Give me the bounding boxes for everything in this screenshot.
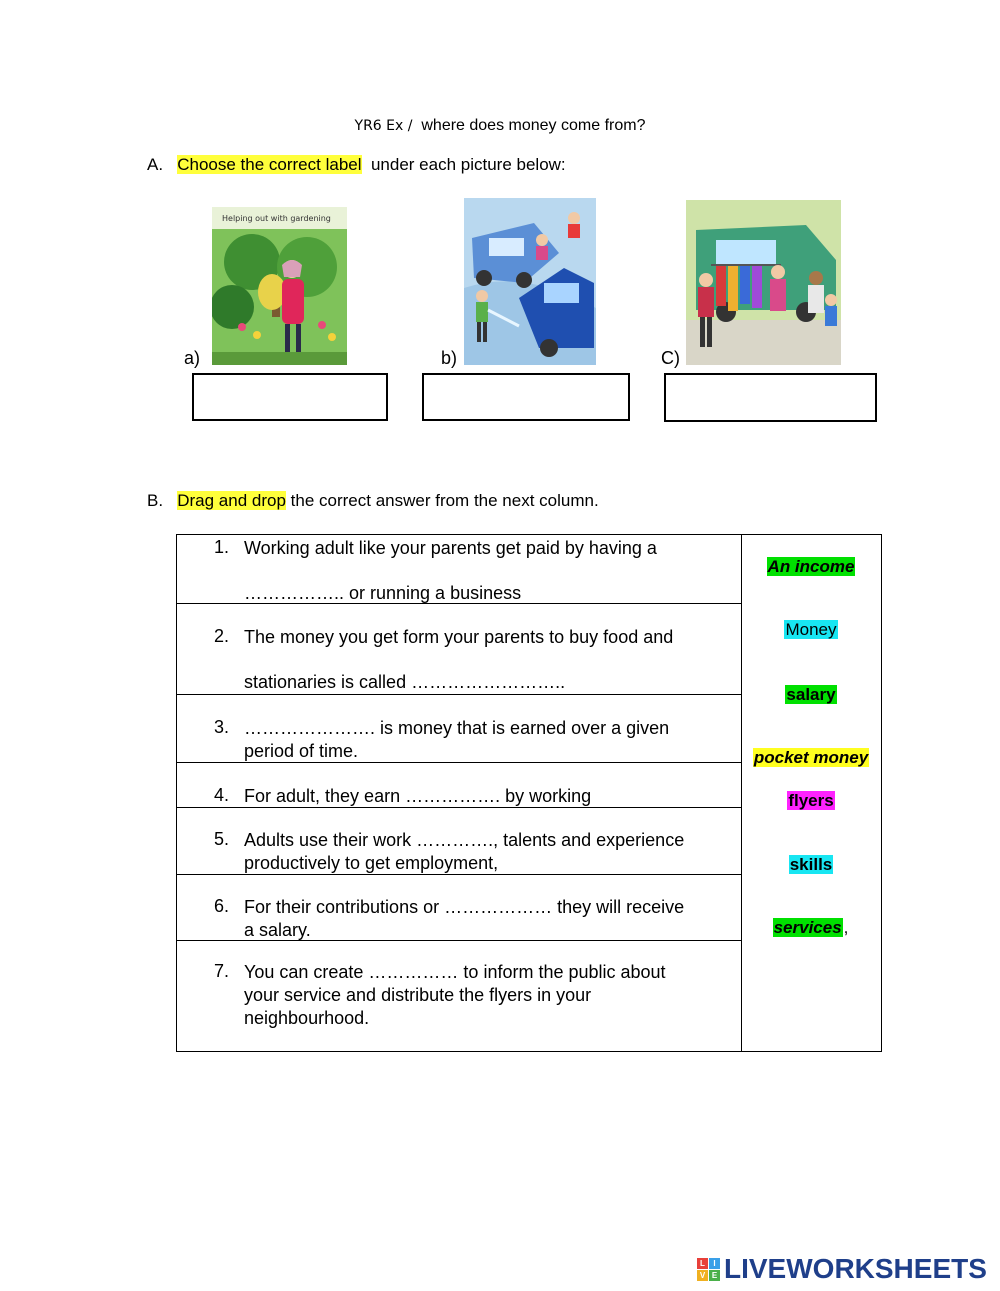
question-number: 7. (214, 961, 230, 981)
question-row-2 (177, 604, 742, 695)
title-prefix: YR6 Ex / (354, 118, 413, 134)
picture-c-letter: C) (661, 348, 680, 368)
answer-pocket-money[interactable]: pocket money (753, 748, 869, 767)
answer-salary[interactable]: salary (786, 685, 836, 704)
question-line: Working adult like your parents get paid by having a (244, 538, 657, 558)
picture-a-caption: Helping out with gardening (222, 214, 331, 223)
question-line[interactable]: stationaries is called …………………….. (244, 672, 566, 692)
picture-car-wash (464, 198, 596, 365)
answer-box-c[interactable] (664, 373, 877, 422)
question-text[interactable] (244, 961, 731, 1030)
question-text (244, 537, 731, 605)
section-a-instruction (147, 155, 566, 175)
question-text (244, 626, 731, 694)
section-a-rest: under each picture below: (370, 155, 566, 174)
question-line[interactable]: …………….. or running a business (244, 583, 522, 603)
question-table (176, 534, 882, 1052)
question-number: 4. (214, 785, 230, 805)
logo-text: LIVEWORKSHEETS (724, 1253, 987, 1284)
answer-money[interactable]: Money (785, 620, 837, 639)
picture-gardening (212, 207, 347, 365)
question-line: period of time. (244, 741, 359, 761)
logo-mark-icon: L I V E (697, 1258, 720, 1281)
question-text[interactable] (244, 829, 731, 875)
section-b-letter: B. (147, 491, 164, 510)
question-line: a salary. (244, 920, 311, 940)
section-b-instruction (147, 491, 599, 511)
worksheet-title (0, 117, 1000, 135)
question-number: 6. (214, 896, 230, 916)
title-question: where does money come from? (421, 117, 646, 134)
answer-word-column (742, 535, 882, 1052)
question-row-6 (177, 875, 742, 941)
answer-services[interactable]: services , (773, 918, 849, 937)
section-a-highlight: Choose the correct label (177, 155, 362, 174)
section-a-letter: A. (147, 155, 164, 174)
question-number: 5. (214, 829, 230, 849)
question-line: You can create …………… to inform the public about (244, 962, 666, 982)
answer-box-a[interactable] (192, 373, 388, 421)
question-number: 1. (214, 537, 230, 557)
question-text[interactable] (244, 717, 731, 763)
question-line: …………………. is money that is earned over a given (244, 718, 670, 738)
question-number: 2. (214, 626, 230, 646)
question-text[interactable] (244, 785, 731, 808)
section-b-rest: the correct answer from the next column. (290, 491, 599, 510)
question-line: productively to get employment, (244, 853, 499, 873)
question-line: your service and distribute the flyers in your (244, 985, 592, 1005)
question-line: neighbourhood. (244, 1008, 370, 1028)
picture-car-boot-sale (686, 200, 841, 365)
question-line: Adults use their work …………., talents and experience (244, 830, 685, 850)
picture-b-letter: b) (441, 348, 458, 368)
answer-box-b[interactable] (422, 373, 630, 421)
answer-an-income[interactable]: An income (767, 557, 855, 576)
question-number: 3. (214, 717, 230, 737)
question-line: For adult, they earn ……………. by working (244, 786, 592, 806)
question-row-3 (177, 695, 742, 763)
question-text[interactable] (244, 896, 731, 942)
question-line: The money you get form your parents to buy food and (244, 627, 674, 647)
question-row-4 (177, 763, 742, 808)
question-line: For their contributions or ……………… they will receive (244, 897, 685, 917)
liveworksheets-logo (697, 1254, 987, 1284)
answer-skills[interactable]: skills (789, 855, 833, 874)
answer-flyers[interactable]: flyers (788, 791, 834, 810)
question-row-1 (177, 535, 742, 604)
question-row-5 (177, 808, 742, 875)
question-row-7 (177, 941, 742, 1052)
section-b-highlight: Drag and drop (177, 491, 286, 510)
picture-a-letter: a) (184, 348, 201, 368)
